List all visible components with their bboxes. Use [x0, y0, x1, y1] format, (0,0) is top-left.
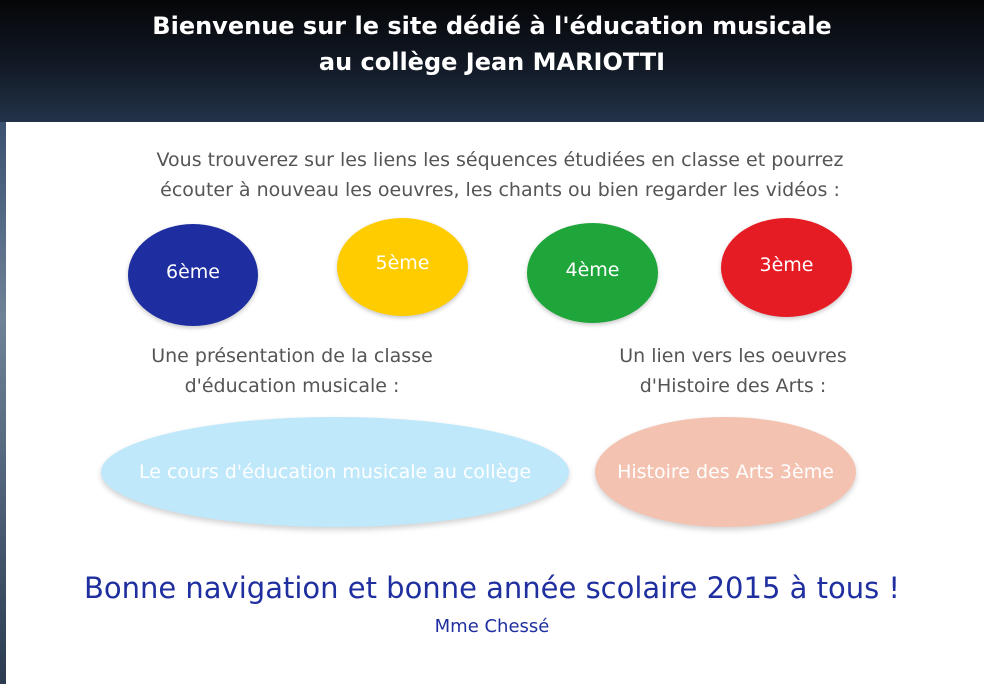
- greeting-text: Bonne navigation et bonne année scolaire 2015 à tous !: [83, 571, 901, 605]
- presentation-link-button[interactable]: [101, 417, 569, 527]
- arts-link-button[interactable]: [595, 417, 856, 527]
- signature-text: Mme Chessé: [434, 616, 550, 637]
- presentation-caption: [92, 341, 492, 401]
- presentation-caption-line1: Une présentation de la classe: [151, 345, 433, 367]
- arts-caption-line1: Un lien vers les oeuvres: [619, 345, 847, 367]
- site-title-line2: au collège Jean MARIOTTI: [318, 48, 666, 76]
- level-6-label: 6ème: [166, 261, 220, 283]
- arts-caption: [573, 341, 893, 401]
- level-5-button[interactable]: [337, 218, 468, 316]
- arts-link-label: Histoire des Arts 3ème: [617, 461, 834, 483]
- presentation-caption-line2: d'éducation musicale :: [184, 375, 400, 397]
- arts-caption-line2: d'Histoire des Arts :: [639, 375, 827, 397]
- site-title-line1: Bienvenue sur le site dédié à l'éducation musicale: [152, 12, 832, 40]
- level-4-button[interactable]: [527, 223, 658, 323]
- level-3-label: 3ème: [759, 253, 814, 276]
- site-title: [0, 8, 984, 80]
- intro-line2: écouter à nouveau les oeuvres, les chants ou bien regarder les vidéos :: [160, 179, 840, 201]
- level-3-button[interactable]: [721, 218, 852, 317]
- level-6-button[interactable]: [128, 224, 258, 326]
- intro-line1: Vous trouverez sur les liens les séquences étudiées en classe et pourrez: [156, 149, 844, 171]
- level-4-label: 4ème: [565, 259, 620, 281]
- presentation-link-label: Le cours d'éducation musicale au collège: [138, 461, 532, 483]
- intro-text: [60, 145, 940, 205]
- level-5-label: 5ème: [375, 252, 430, 274]
